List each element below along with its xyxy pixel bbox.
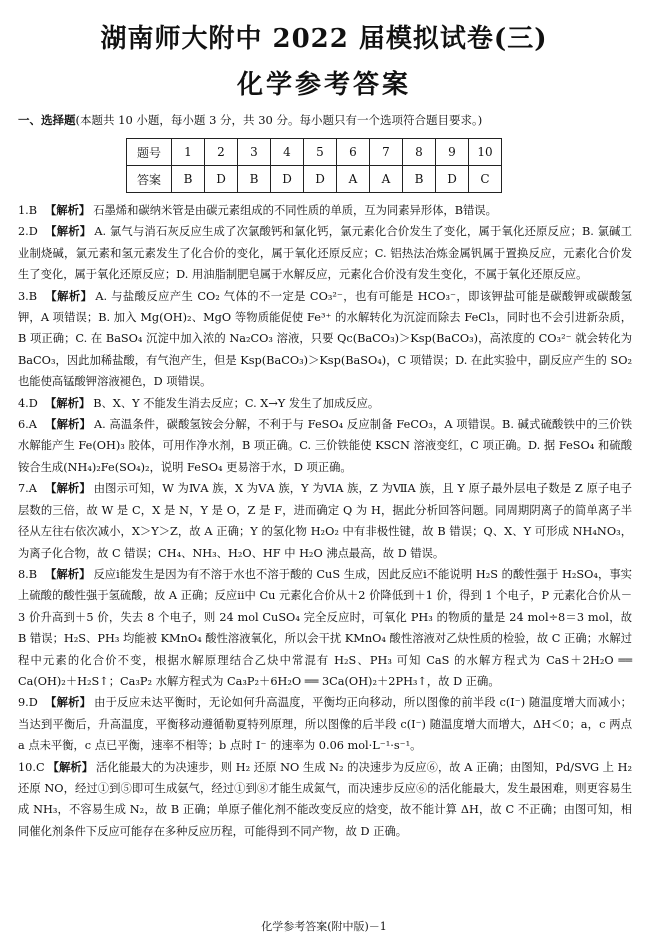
table-cell: D <box>271 166 304 193</box>
table-cell: D <box>436 166 469 193</box>
table-cell: 1 <box>172 139 205 166</box>
table-cell: B <box>403 166 436 193</box>
question-item <box>18 221 632 285</box>
page-title: 湖南师大附中 2022 届模拟试卷(三) <box>100 24 548 54</box>
table-cell: C <box>469 166 502 193</box>
analysis-tag: 【解析】 <box>45 288 93 303</box>
question-number: 7.A <box>18 482 37 496</box>
answer-explanations <box>18 200 632 864</box>
section-label: 一、选择题 <box>18 113 76 127</box>
table-cell: B <box>238 166 271 193</box>
table-header-cell: 答案 <box>127 166 172 193</box>
analysis-tag: 【解析】 <box>47 759 94 774</box>
question-explanation: A. 氯气与消石灰反应生成了次氯酸钙和氯化钙，氯元素化合价发生了变化，属于氧化还原反应；B. 氯碱工业制烧碱，氯元素和氢元素发生了化合价的变化，属于氧化还原反应；C. 铝热法冶炼金属钒属于置换反应，元素化合价发生了变化，属于氧化还原反应；D. 用油脂制肥皂属于水解反应，元素化合价没有发生变化，不属于氧化还原反应。 <box>18 225 632 282</box>
question-number: 1.B <box>18 204 38 217</box>
table-cell: A <box>370 166 403 193</box>
section-heading <box>18 112 638 128</box>
table-cell: 5 <box>304 139 337 166</box>
analysis-tag: 【解析】 <box>45 224 92 239</box>
question-explanation: 反应ⅰ能发生是因为有不溶于水也不溶于酸的 CuS 生成，因此反应ⅰ不能说明 H₂S 的酸性强于 H₂SO₄，事实上硫酸的酸性强于氢硫酸，故 A 正确；反应ⅱ中 Cu 元素化合价从＋2 价降低到＋1 价，得到 1 个电子，P 元素化合价从－3 价升高到＋5 价，失去 8 个电子，则 24 mol CuSO₄ 完全反应时，可氧化 PH₃ 的物质的量是 24 mol÷8＝3 mol，故 B 错误；H₂S、PH₃ 均能被 KMnO₄ 酸性溶液氧化，所以会干扰 KMnO₄ 酸性溶液对乙炔性质的检验，故 C 正确；水解过程中元素的化合价不变，根据水解原理结合乙炔中常混有 H₂S、PH₃ 可知 CaS 的水解方程式为 CaS＋2H₂O ══ Ca(OH)₂＋H₂S↑；Ca₃P₂ 水解方程式为 Ca₃P₂＋6H₂O ══ 3Ca(OH)₂＋2PH₃↑，故 D 正确。 <box>18 567 632 688</box>
question-item <box>18 842 632 863</box>
question-explanation: B、X、Y 不能发生消去反应；C. X→Y 发生了加成反应。 <box>93 396 380 410</box>
question-item <box>18 757 632 843</box>
question-item <box>18 414 632 478</box>
analysis-tag: 【解析】 <box>45 395 91 410</box>
question-number: 6.A <box>18 418 37 432</box>
analysis-tag: 【解析】 <box>45 417 91 432</box>
table-cell: 8 <box>403 139 436 166</box>
table-cell: 7 <box>370 139 403 166</box>
question-explanation: 由于反应未达平衡时，无论如何升高温度，平衡均正向移动，所以图像的前半段 c(I⁻) 随温度增大而减小；当达到平衡后，升高温度，平衡移动遵循勒夏特列原理，所以图像的后半段 c(I⁻) 随温度增大而增大，ΔH＜0；a，c 两点 a 点未平衡，c 点已平衡，速率不相等；b 点时 I⁻ 的速率为 0.06 mol·L⁻¹·s⁻¹。 <box>18 696 632 753</box>
analysis-tag: 【解析】 <box>45 695 92 710</box>
table-cell: 9 <box>436 139 469 166</box>
question-number: 9.D <box>18 696 38 710</box>
question-item <box>18 286 632 393</box>
answer-table-row-answers <box>127 166 502 193</box>
analysis-tag: 【解析】 <box>45 203 91 217</box>
table-cell: D <box>304 166 337 193</box>
table-cell: 6 <box>337 139 370 166</box>
table-cell: B <box>172 166 205 193</box>
question-number: 3.B <box>18 289 38 303</box>
question-item <box>18 393 632 414</box>
question-item <box>18 478 632 564</box>
question-explanation: 活化能最大的为决速步，则 H₂ 还原 NO 生成 N₂ 的决速步为反应⑥，故 A 正确；由图知，Pd/SVG 上 H₂ 还原 NO，经过①到⑤即可生成氨气，经过①到⑧才能生成氮气，而决速步反应⑥的活化能最大，发生最困难，则更容易生成 NH₃，不容易生成 N₂，故 B 正确；单原子催化剂不能改变反应的焓变，故不能计算 ΔH，故 C 不正确；由图可知，相同催化剂条件下反应可能存在多种反应历程，可能得到不同产物，故 D 正确。 <box>18 760 632 838</box>
table-cell: 2 <box>205 139 238 166</box>
question-number: 2.D <box>18 225 38 239</box>
table-header-cell: 题号 <box>127 139 172 166</box>
question-explanation: A. 与盐酸反应产生 CO₂ 气体的不一定是 CO₃²⁻，也有可能是 HCO₃⁻，即该钾盐可能是碳酸钾或碳酸氢钾，A 项错误；B. 加入 Mg(OH)₂、MgO 等物质能促使 Fe³⁺ 的水解转化为沉淀而除去 FeCl₃，同时也不会引进新杂质，B 项正确；C. 在 BaSO₄ 沉淀中加入浓的 Na₂CO₃ 溶液，只要 Qc(BaCO₃)＞Ksp(BaCO₃)，高浓度的 CO₃²⁻ 就会转化为 BaCO₃，因此加稀盐酸，有气泡产生，但是 Ksp(BaCO₃)＞Ksp(BaSO₄)，C 项错误；D. 在此实验中，副反应产生的 SO₂ 也能使高锰酸钾溶液褪色，D 项错误。 <box>18 289 632 389</box>
table-cell: 10 <box>469 139 502 166</box>
table-cell: D <box>205 166 238 193</box>
question-explanation: 石墨烯和碳纳米管是由碳元素组成的不同性质的单质，互为同素异形体，B错误。 <box>93 204 497 217</box>
page-footer: 化学参考答案(附中版)－1 <box>261 920 387 933</box>
table-cell: 3 <box>238 139 271 166</box>
page-subtitle: 化学参考答案 <box>236 70 411 100</box>
answer-table <box>126 138 502 193</box>
question-explanation: A. 高温条件，碳酸氢铵会分解，不利于与 FeSO₄ 反应制备 FeCO₃，A 项错误。B. 碱式硫酸铁中的三价铁水解能产生 Fe(OH)₃ 胶体，可用作净水剂，B 项正确。C. 三价铁能使 KSCN 溶液变红，C 项正确。D. 据 FeSO₄ 和硫酸铵合生成(NH₄)₂Fe(SO₄)₂，说明 FeSO₄ 更易溶于水，D 项正确。 <box>18 418 632 474</box>
table-cell: 4 <box>271 139 304 166</box>
question-explanation: 由图示可知，W 为ⅣA 族，X 为ⅤA 族，Y 为ⅥA 族，Z 为ⅦA 族，且 Y 原子最外层电子数是 Z 原子电子层数的三倍，故 W 是 C，X 是 N，Y 是 O，Z 是 F，进而确定 Q 为 H，据此分析回答问题。同周期阴离子的简单离子半径从左往右依次减小，X＞Y＞Z，故 A 正确；Y 的氢化物 H₂O₂ 中有非极性键，故 B 错误；Q、X、Y 可形成 NH₄NO₃，为离子化合物，故 C 错误；CH₄、NH₃、H₂O、HF 中 H₂O 沸点最高，故 D 错误。 <box>18 482 632 560</box>
question-item <box>18 692 632 756</box>
question-item <box>18 564 632 692</box>
analysis-tag: 【解析】 <box>45 566 91 581</box>
table-cell: A <box>337 166 370 193</box>
question-number: 4.D <box>18 396 38 410</box>
question-item <box>18 200 632 221</box>
section-note: (本题共 10 小题，每小题 3 分，共 30 分。每小题只有一个选项符合题目要求。) <box>75 113 483 127</box>
analysis-tag: 【解析】 <box>45 481 91 496</box>
question-number: 10.C <box>18 760 45 774</box>
answer-table-row-numbers <box>127 139 502 166</box>
question-number: 8.B <box>18 567 38 581</box>
